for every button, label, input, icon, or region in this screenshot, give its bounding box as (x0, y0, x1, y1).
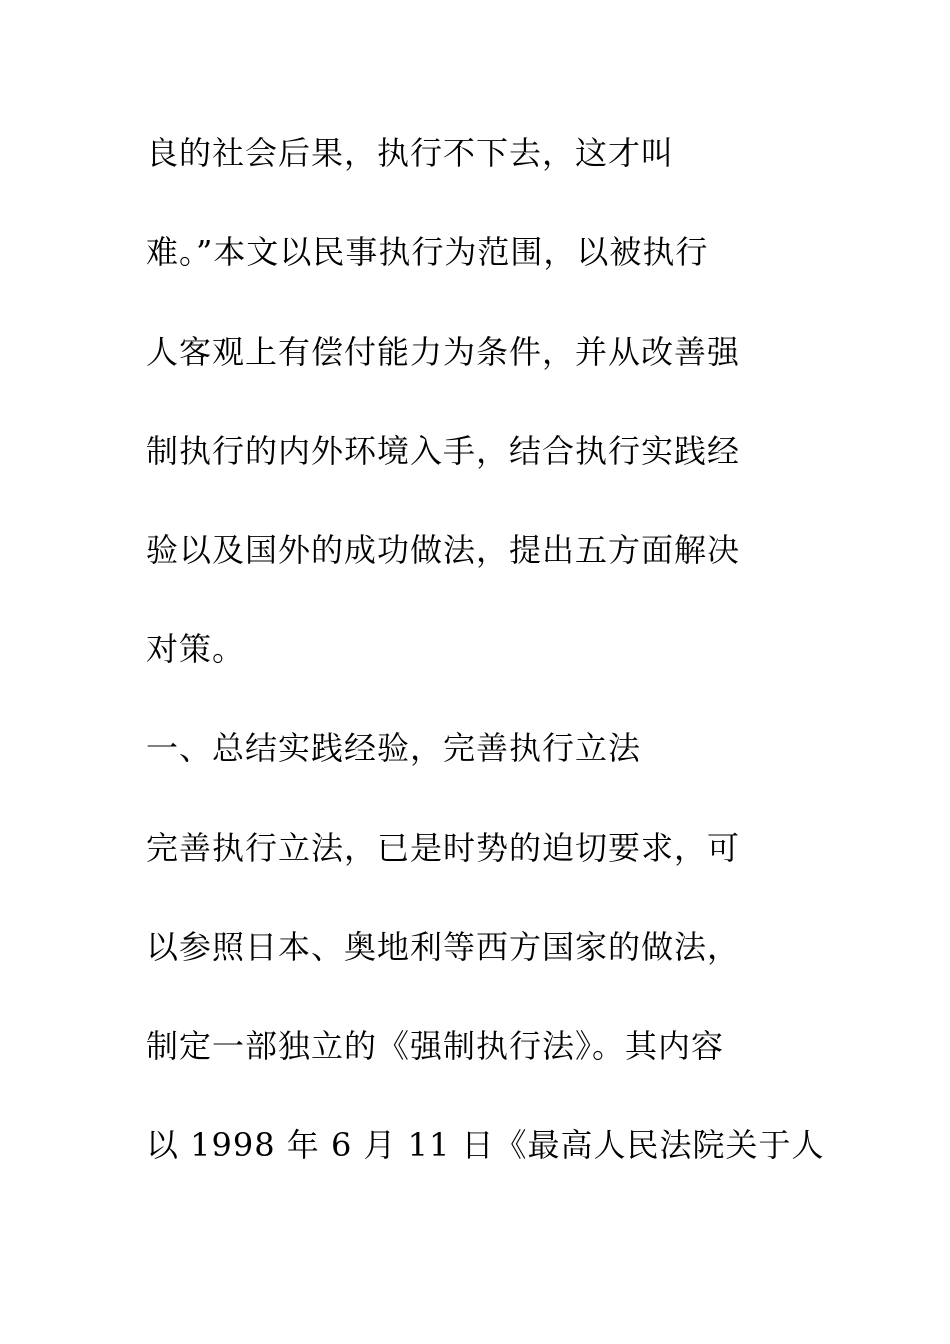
section-heading: 一、总结实践经验，完善执行立法 (146, 729, 642, 767)
text-line: 验以及国外的成功做法，提出五方面解决 (146, 531, 741, 569)
text-line: 良的社会后果，执行不下去，这才叫 (146, 134, 675, 172)
text-line: 难。”本文以民事执行为范围，以被执行 (146, 233, 709, 271)
text-line: 对策。 (146, 630, 246, 668)
text-line: 完善执行立法，已是时势的迫切要求，可 (146, 829, 741, 867)
text-line: 以参照日本、奥地利等西方国家的做法， (146, 928, 741, 966)
text-line: 人客观上有偿付能力为条件，并从改善强 (146, 333, 741, 371)
text-line: 制执行的内外环境入手，结合执行实践经 (146, 432, 741, 470)
text-line: 制定一部独立的《强制执行法》。其内容 (146, 1027, 725, 1065)
text-line: 以 1998 年 6 月 11 日《最高人民法院关于人 (146, 1126, 825, 1164)
